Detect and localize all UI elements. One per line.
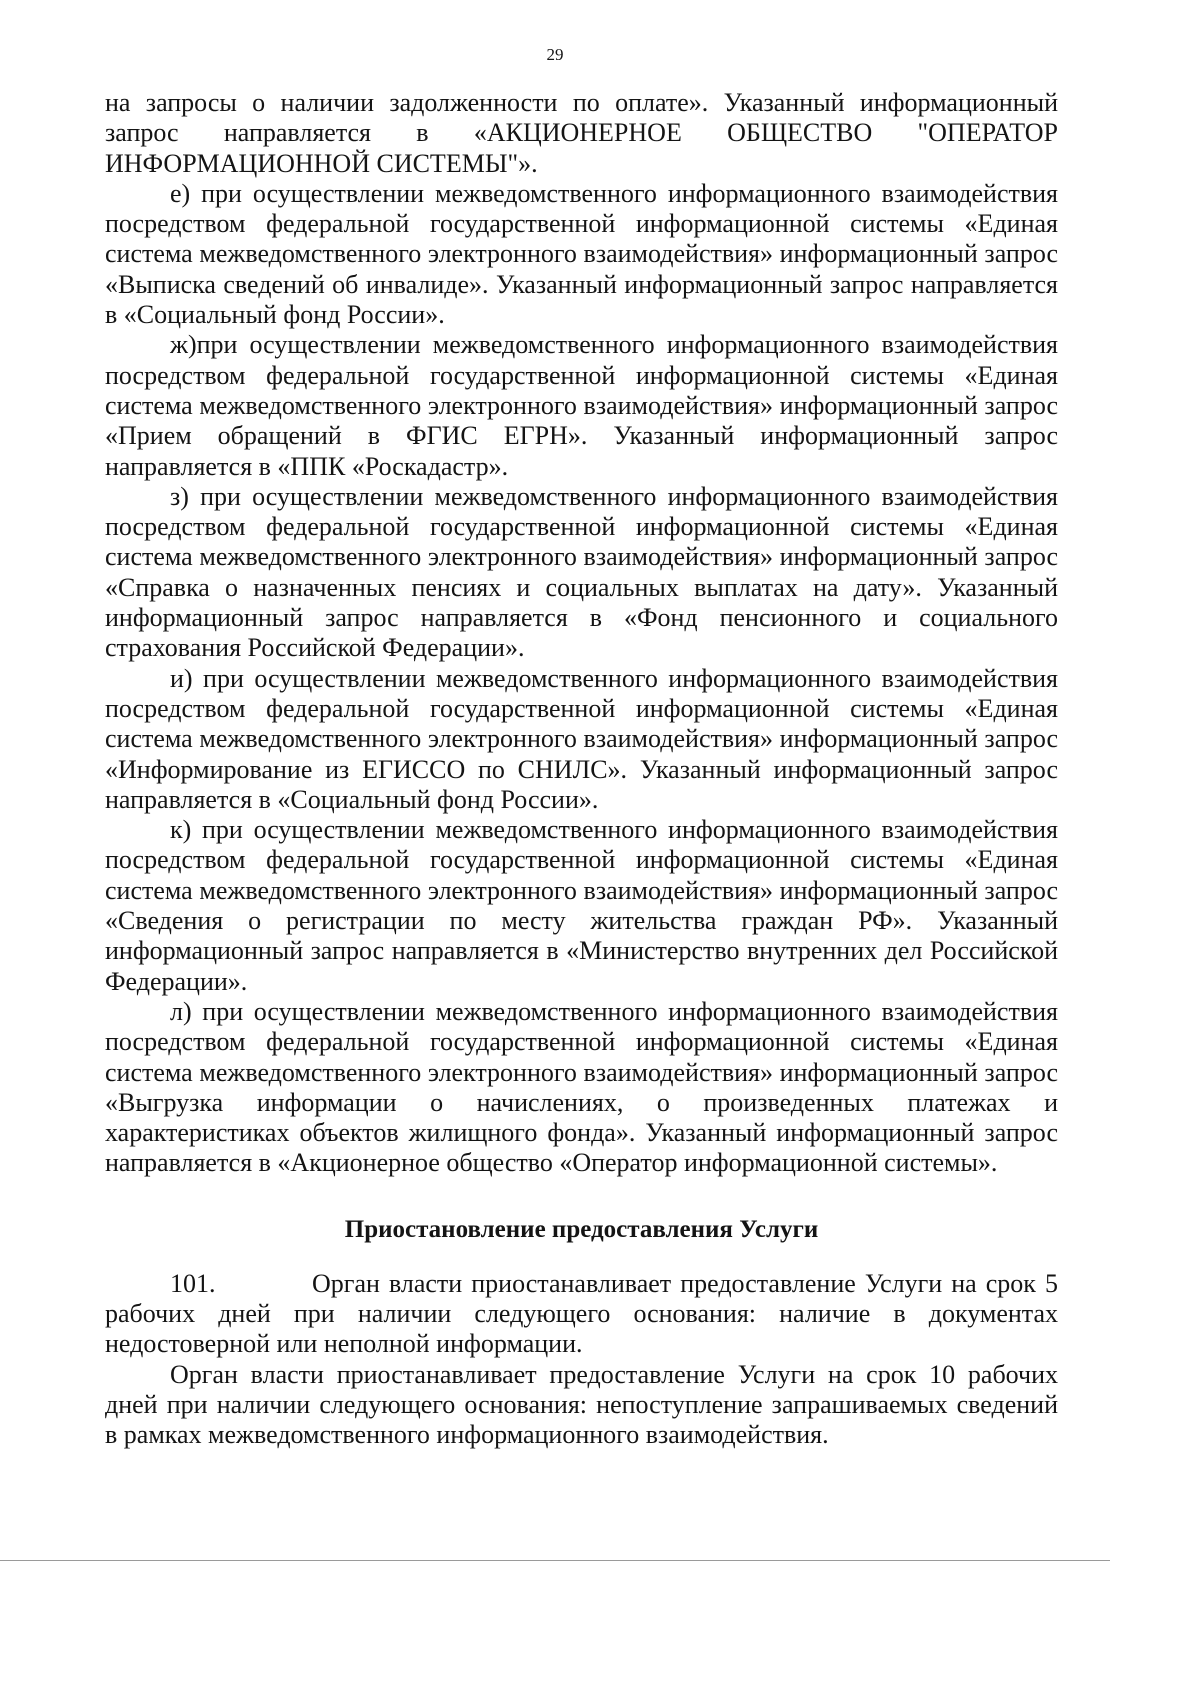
paragraph-suspension-10-days: Орган власти приостанавливает предоставление Услуги на срок 10 рабочих дней при наличии следующего основания: непоступление запрашиваемых сведений в рамках межведомственного информационного взаимодействия. <box>105 1359 1058 1450</box>
clause-number: 101. <box>170 1268 216 1298</box>
clause-101 <box>105 1269 1058 1360</box>
page-number: 29 <box>546 45 564 64</box>
paragraph-item-e: е) при осуществлении межведомственного информационного взаимодействия посредством федеральной государственной информационной системы «Единая система межведомственного электронного взаимодействия» информационный запрос «Выписка сведений об инвалиде». Указанный информационный запрос направляется в «Социальный фонд России». <box>105 178 1058 330</box>
paragraph-item-i: и) при осуществлении межведомственного информационного взаимодействия посредством федеральной государственной информационной системы «Единая система межведомственного электронного взаимодействия» информационный запрос «Информирование из ЕГИССО по СНИЛС». Указанный информационный запрос направляется в «Социальный фонд России». <box>105 663 1058 814</box>
paragraph-item-l: л) при осуществлении межведомственного информационного взаимодействия посредством федеральной государственной информационной системы «Единая система межведомственного электронного взаимодействия» информационный запрос «Выгрузка информации о начислениях, о произведенных платежах и характеристиках объектов жилищного фонда». Указанный информационный запрос направляется в «Акционерное общество «Оператор информационной системы». <box>105 996 1058 1178</box>
document-body <box>105 88 1058 1450</box>
paragraph-item-k: к) при осуществлении межведомственного информационного взаимодействия посредством федеральной государственной информационной системы «Единая система межведомственного электронного взаимодействия» информационный запрос «Сведения о регистрации по месту жительства граждан РФ». Указанный информационный запрос направляется в «Министерство внутренних дел Российской Федерации». <box>105 815 1058 996</box>
section-heading: Приостановление предоставления Услуги <box>344 1215 819 1243</box>
paragraph-item-zh: ж)при осуществлении межведомственного информационного взаимодействия посредством федеральной государственной информационной системы «Единая система межведомственного электронного взаимодействия» информационный запрос «Прием обращений в ФГИС ЕГРН». Указанный информационный запрос направляется в «ППК «Роскадастр». <box>105 330 1058 481</box>
paragraph-continuation: на запросы о наличии задолженности по оплате». Указанный информационный запрос направляется в «АКЦИОНЕРНОЕ ОБЩЕСТВО "ОПЕРАТОР ИНФОРМАЦИОННОЙ СИСТЕМЫ"». <box>105 88 1058 178</box>
paragraph-item-z: з) при осуществлении межведомственного информационного взаимодействия посредством федеральной государственной информационной системы «Единая система межведомственного электронного взаимодействия» информационный запрос «Справка о назначенных пенсиях и социальных выплатах на дату». Указанный информационный запрос направляется в «Фонд пенсионного и социального страхования Российской Федерации». <box>105 481 1058 663</box>
page-bottom-edge <box>0 1560 1110 1561</box>
clause-101-text: Орган власти приостанавливает предоставление Услуги на срок 5 рабочих дней при наличии следующего основания: наличие в документах недостоверной или неполной информации. <box>105 1268 1058 1359</box>
